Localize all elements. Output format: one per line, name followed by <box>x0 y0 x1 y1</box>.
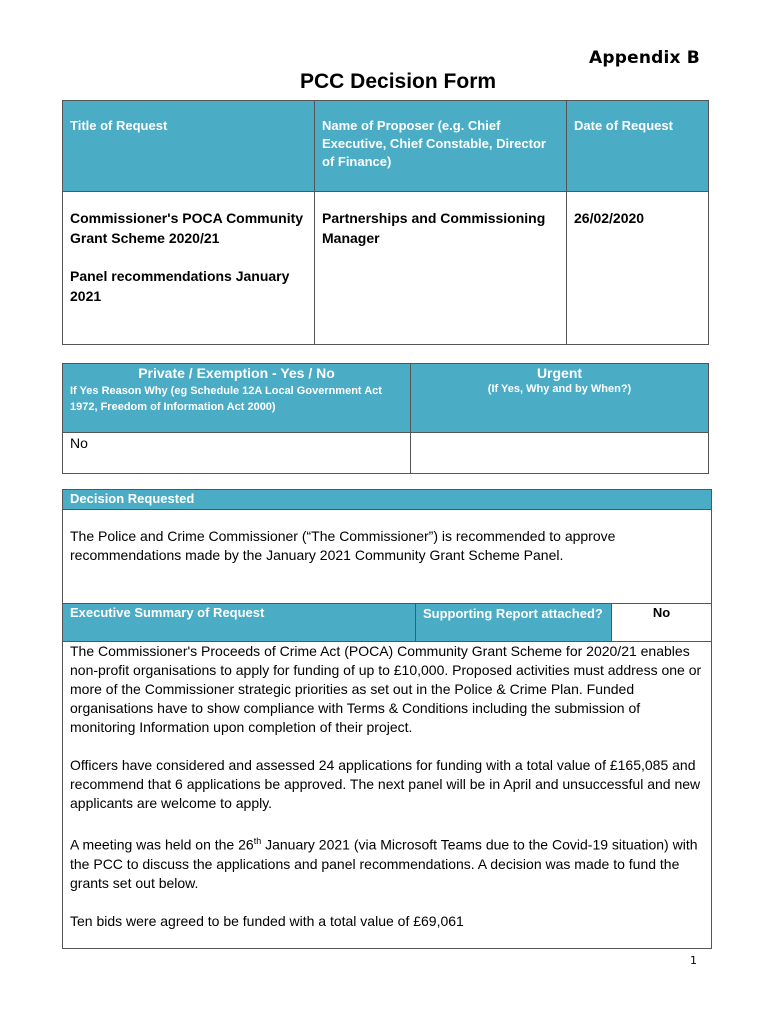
summary-paragraph-3-end: January 2021 (via Microsoft Teams due to the Covid-19 situation) with the PCC to discuss the applications and panel recommendations. A decision was made to fund the grants set out below. <box>70 836 698 891</box>
supporting-report-label: Supporting Report attached? <box>416 604 612 642</box>
summary-paragraph-4: Ten bids were agreed to be funded with a total value of £69,061 <box>70 912 464 929</box>
date-of-request-value: 26/02/2020 <box>567 192 709 345</box>
private-exemption-header <box>63 364 411 433</box>
exemption-header-row <box>63 364 709 433</box>
urgent-header <box>411 364 709 433</box>
decision-requested-heading: Decision Requested <box>63 490 712 510</box>
executive-summary-body <box>63 642 712 949</box>
summary-paragraph-3-start: A meeting was held on the 26 <box>70 836 254 853</box>
decision-table <box>62 489 712 949</box>
date-of-request-header: Date of Request <box>567 101 709 192</box>
summary-paragraph-3 <box>70 832 704 893</box>
urgent-value <box>411 433 709 474</box>
page-title: PCC Decision Form <box>300 70 497 93</box>
page-number: 1 <box>690 954 697 967</box>
decision-text-row <box>63 510 712 604</box>
summary-body-row <box>63 642 712 949</box>
title-of-request-value: Commissioner's POCA Community Grant Scheme 2020/21 <box>70 210 304 246</box>
request-table-value-row <box>63 192 709 345</box>
exemption-value-row <box>63 433 709 474</box>
proposer-value: Partnerships and Commissioning Manager <box>315 192 567 345</box>
summary-header-row <box>63 604 712 642</box>
request-table <box>62 100 709 345</box>
title-of-request-header: Title of Request <box>63 101 315 192</box>
urgent-subtext: (If Yes, Why and by When?) <box>487 383 632 395</box>
private-exemption-subtext: If Yes Reason Why (eg Schedule 12A Local Government Act 1972, Freedom of Information Act 2000) <box>70 385 382 413</box>
appendix-label: Appendix B <box>589 48 700 68</box>
supporting-report-value: No <box>612 604 712 642</box>
private-exemption-heading: Private / Exemption - Yes / No <box>138 365 335 381</box>
executive-summary-heading: Executive Summary of Request <box>63 604 416 642</box>
summary-paragraph-1: The Commissioner's Proceeds of Crime Act (POCA) Community Grant Scheme for 2020/21 enables non-profit organisations to apply for funding of up to £10,000. Proposed activities must address one or more of the Commissioner strategic priorities as set out in the Police & Crime Plan. Funded organisations have to show compliance with Terms & Conditions including the submission of monitoring Information upon completion of their project. <box>70 643 702 735</box>
decision-requested-text: The Police and Crime Commissioner (“The Commissioner”) is recommended to approve recommendations made by the January 2021 Community Grant Scheme Panel. <box>63 510 712 604</box>
summary-paragraph-2: Officers have considered and assessed 24 applications for funding with a total value of £165,085 and recommend that 6 applications be approved. The next panel will be in April and unsuccessful and new applicants are welcome to apply. <box>70 757 701 811</box>
proposer-header: Name of Proposer (e.g. Chief Executive, Chief Constable, Director of Finance) <box>315 101 567 192</box>
decision-header-row <box>63 490 712 510</box>
private-exemption-value: No <box>63 433 411 474</box>
ordinal-suffix: th <box>253 836 262 846</box>
urgent-heading: Urgent <box>536 365 583 381</box>
exemption-table <box>62 363 709 474</box>
request-table-header-row <box>63 101 709 192</box>
title-of-request-panel: Panel recommendations January 2021 <box>70 268 290 304</box>
title-of-request-cell <box>63 192 315 345</box>
